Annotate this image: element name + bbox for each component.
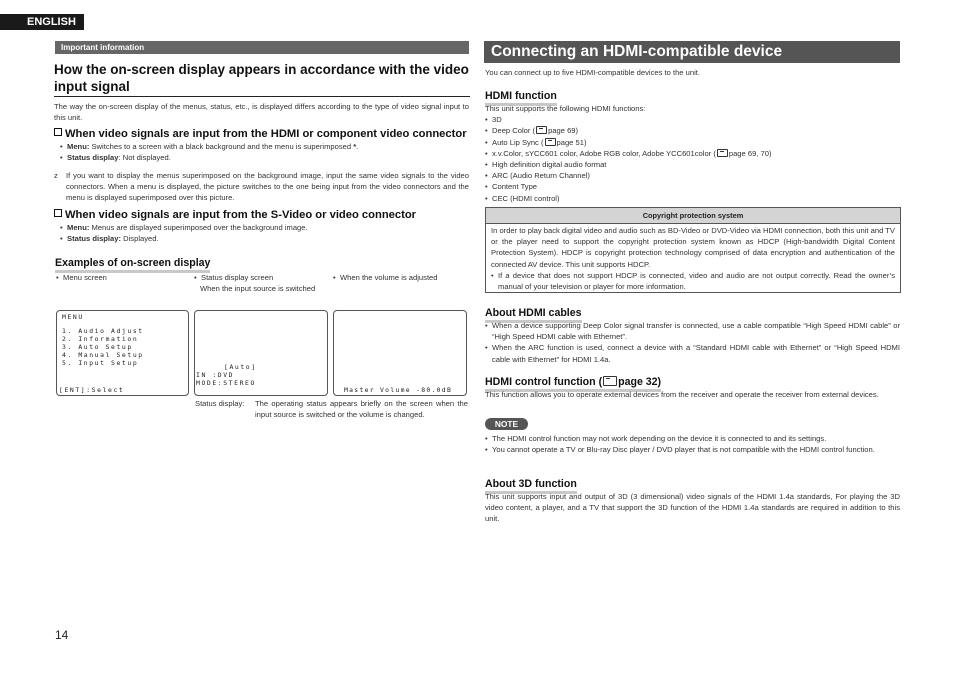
list-item — [60, 152, 470, 163]
osd-menu-item: 3. Auto Setup — [62, 343, 133, 351]
copyright-protection-box — [485, 207, 901, 293]
item-text: page 51) — [556, 137, 587, 147]
hdmi-function-heading-text: HDMI function — [485, 90, 557, 106]
osd-status-line: IN :DVD — [196, 371, 235, 379]
osd-status-line: [Auto] — [224, 363, 257, 371]
list-item — [485, 137, 900, 148]
item-text: page 69) — [548, 126, 579, 136]
example-caption-status — [194, 272, 324, 294]
hdmi-intro-text: You can connect up to five HDMI-compatible devices to the unit. — [485, 68, 700, 77]
osd-status-line: MODE:STEREO — [196, 379, 256, 387]
list-item: • ARC (Audio Return Channel) — [485, 170, 900, 181]
osd-menu-item: 5. Input Setup — [62, 359, 139, 367]
copyright-text: In order to play back digital video and audio such as BD-Video or DVD-Video via HDMI connection, both this unit and TV or the player need to support the copyright protection system known as HDCP (High-bandwidth Digital Content Protection System). HDCP is copyright protection technology comprised of data encryption and authentication of the connected AV device. This unit supports HDCP. — [491, 226, 895, 269]
heading-part: HDMI control function ( — [485, 376, 603, 388]
list-item: • The HDMI control function may not work depending on the device it is connected to and its settings. — [485, 433, 900, 444]
hdmi-cables-list — [485, 320, 900, 365]
hdmi-function-list — [485, 103, 900, 204]
item-text: x.v.Color, sYCC601 color, Adobe RGB color, Adobe YCC601color ( — [492, 148, 716, 158]
page-reference-icon — [717, 149, 728, 157]
status-caption-text: The operating status appears briefly on the screen when the input source is switched or the volume is changed. — [255, 399, 468, 420]
osd-volume-screen — [333, 310, 467, 396]
item-text: Deep Color ( — [492, 126, 536, 136]
osd-menu-item: 1. Audio Adjust — [62, 327, 144, 335]
page-reference-icon — [603, 376, 617, 386]
example-label-volume: • When the volume is adjusted — [333, 272, 473, 283]
about-3d-text: This unit supports input and output of 3D (3 dimensional) video signals of the HDMI 1.4a standards, For playing the 3D video content, a player, and a TV that support the 3D function of the HDMI 1.4a standards are required in addition to this unit. — [485, 492, 900, 524]
example-label-status: • Status display screen — [194, 272, 324, 283]
status-caption-label: Status display: — [195, 399, 245, 408]
osd-menu-screen — [56, 310, 189, 396]
svideo-bullets — [60, 222, 470, 244]
language-tab: ENGLISH — [0, 14, 84, 30]
page-reference-icon — [536, 126, 547, 134]
checkbox-icon — [54, 128, 62, 136]
menu-label: Menu: — [67, 142, 90, 151]
menu-label: Menu: — [67, 223, 90, 232]
examples-heading-text: Examples of on-screen display — [55, 257, 210, 273]
heading-part: page 32) — [618, 376, 662, 388]
note-list — [485, 433, 900, 455]
copyright-box-heading: Copyright protection system — [486, 208, 900, 224]
menu-text: Menus are displayed superimposed over the background image. — [91, 223, 308, 232]
example-label-status-sub: When the input source is switched — [200, 284, 316, 294]
osd-menu-footer: [ENT]:Select — [59, 386, 125, 394]
list-item: • High definition digital audio format — [485, 159, 900, 170]
list-item: • When the ARC function is used, connect a device with a “Standard HDMI cable with Ethernet” or “High Speed HDMI cable with Ethernet” for HDMI 1.4a. — [485, 342, 900, 364]
item-text: page 69, 70) — [728, 148, 772, 158]
item-text: Auto Lip Sync ( — [492, 137, 544, 147]
list-item: • When a device supporting Deep Color signal transfer is connected, use a cable compatible “High Speed HDMI cable” or “High Speed HDMI cable with Ethernet”. — [485, 320, 900, 342]
page-reference-icon — [545, 138, 556, 146]
page-number: 14 — [55, 628, 69, 642]
hdmi-control-text: This function allows you to operate external devices from the receiver and operate the receiver from external devices. — [485, 390, 879, 399]
heading-hdmi-component-text: When video signals are input from the HDMI or component video connector — [65, 128, 467, 140]
status-label: Status display — [67, 153, 119, 163]
hdmi-component-bullets — [60, 141, 470, 163]
example-caption-volume — [333, 272, 473, 283]
asterisk-mark: * — [353, 142, 357, 151]
hdmi-section-title: Connecting an HDMI-compatible device — [484, 41, 900, 63]
list-item — [60, 233, 470, 244]
list-item: • If a device that does not support HDCP is connected, video and audio are not output correctly. Read the owner’s manual of your television or player for more information. — [491, 270, 895, 292]
list-item: • 3D — [485, 114, 900, 125]
page-title-osd: How the on-screen display appears in accordance with the video input signal — [54, 61, 470, 97]
examples-heading — [55, 253, 210, 273]
status-text: Displayed. — [123, 234, 159, 244]
heading-hdmi-component — [54, 128, 474, 141]
example-caption-menu — [56, 272, 186, 283]
footnote-mark: z — [54, 171, 58, 180]
list-item — [60, 222, 470, 233]
osd-intro-text: The way the on-screen display of the menus, status, etc., is displayed differs according to the type of video signal input to this unit. — [54, 102, 469, 123]
status-text: : Not displayed. — [118, 153, 171, 163]
list-item: • You cannot operate a TV or Blu-ray Disc player / DVD player that is not compatible with the HDMI control function. — [485, 444, 900, 455]
osd-menu-item: 4. Manual Setup — [62, 351, 144, 359]
list-item: • CEC (HDMI control) — [485, 193, 900, 204]
section-label-bar: Important information — [55, 41, 469, 54]
checkbox-icon — [54, 209, 62, 217]
menu-text: Switches to a screen with a black background and the menu is superimposed — [91, 142, 354, 151]
osd-volume-line: Master Volume -80.0dB — [344, 386, 453, 394]
list-item: • Content Type — [485, 181, 900, 192]
osd-status-screen — [194, 310, 328, 396]
note-badge: NOTE — [485, 418, 528, 430]
hdmi-function-lead: This unit supports the following HDMI functions: — [485, 104, 646, 113]
status-label: Status display: — [67, 234, 122, 244]
heading-svideo-text: When video signals are input from the S-Video or video connector — [65, 209, 417, 221]
list-item: • Menu: Switches to a screen with a black background and the menu is superimposed *. — [60, 141, 470, 152]
list-item — [485, 125, 900, 136]
about-3d-heading-text: About 3D function — [485, 478, 577, 494]
hdmi-cables-heading-text: About HDMI cables — [485, 307, 582, 323]
footnote-text: If you want to display the menus superimposed on the background image, input the same video signals to the video connectors. When a menu is displayed, the picture switches to the one being input from the video connectors and the menu is displayed superimposed over this picture. — [66, 171, 469, 203]
example-label-menu: • Menu screen — [56, 272, 186, 283]
osd-menu-title: MENU — [62, 313, 84, 321]
copyright-box-body — [486, 224, 900, 292]
list-item — [485, 148, 900, 159]
osd-menu-item: 2. Information — [62, 335, 139, 343]
heading-svideo — [54, 209, 474, 222]
